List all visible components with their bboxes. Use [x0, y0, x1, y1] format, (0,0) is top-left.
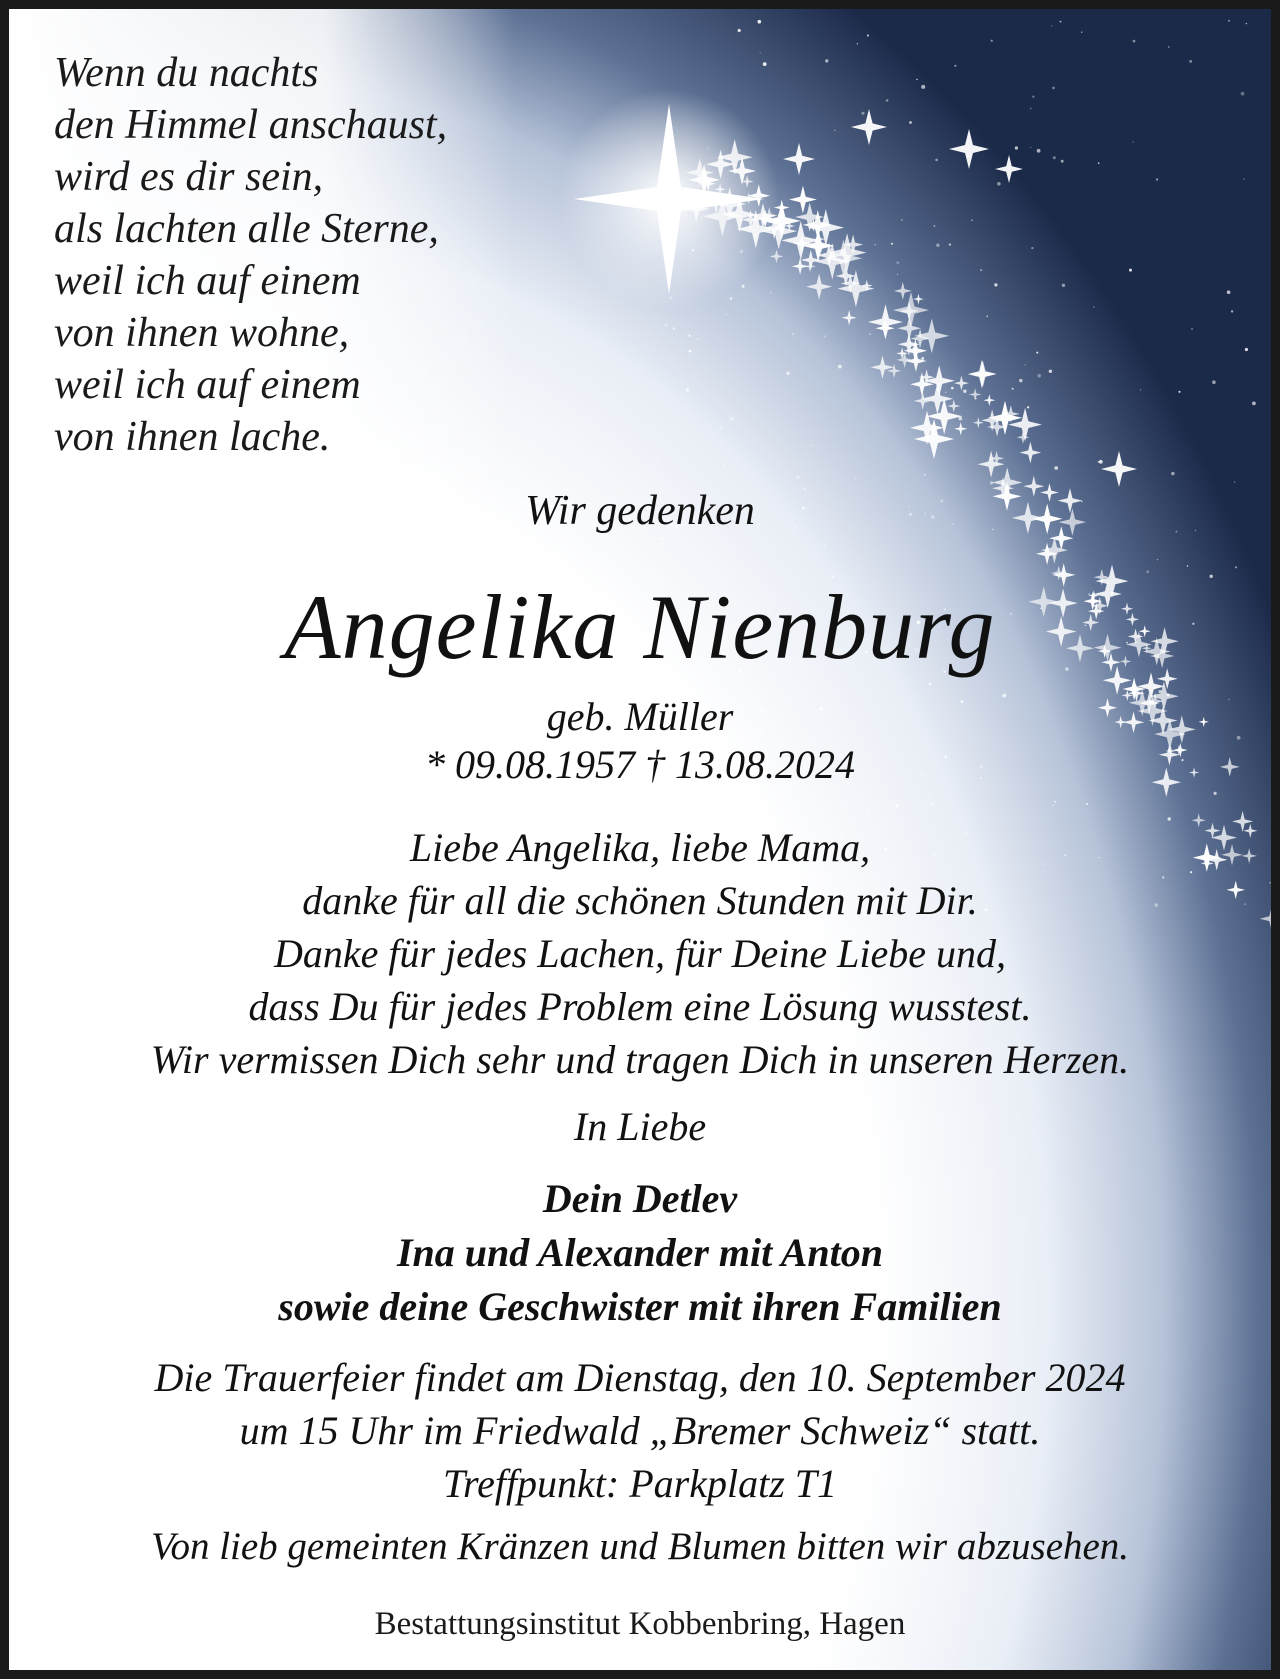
- sky-speck: [1214, 792, 1217, 795]
- sky-speck: [1231, 310, 1233, 312]
- sky-speck: [810, 445, 811, 446]
- sky-speck: [824, 335, 826, 337]
- sky-speck: [1036, 352, 1038, 354]
- sky-speck: [672, 327, 675, 330]
- funeral-line: Treffpunkt: Parkplatz T1: [442, 1461, 838, 1506]
- sky-speck: [869, 333, 870, 334]
- sky-speck: [719, 425, 722, 428]
- sky-speck: [1243, 178, 1245, 180]
- sky-speck: [1024, 364, 1025, 365]
- sky-speck: [664, 324, 667, 327]
- sky-speck: [1032, 96, 1034, 98]
- sky-speck: [787, 372, 790, 375]
- sky-speck: [997, 182, 1001, 186]
- sky-speck: [1133, 141, 1135, 143]
- sky-speck: [658, 456, 660, 458]
- sky-speck: [1234, 481, 1235, 482]
- sky-speck: [954, 65, 956, 67]
- sky-speck: [689, 335, 691, 337]
- message-line: danke für all die schönen Stunden mit Dir.: [302, 878, 978, 923]
- sky-speck: [971, 220, 972, 221]
- deceased-name: Angelika Nienburg: [284, 576, 996, 678]
- sky-speck: [705, 811, 706, 812]
- sky-speck: [1062, 284, 1065, 287]
- sky-speck: [1187, 565, 1189, 567]
- poem-line: als lachten alle Sterne,: [54, 206, 439, 252]
- sky-speck: [897, 274, 898, 275]
- sky-speck: [921, 85, 925, 89]
- sky-speck: [1054, 466, 1058, 470]
- sky-speck: [901, 219, 903, 221]
- sky-speck: [807, 453, 808, 454]
- sky-speck: [730, 417, 734, 421]
- sky-speck: [738, 29, 741, 32]
- sky-speck: [1227, 290, 1231, 294]
- sky-speck: [986, 316, 988, 318]
- sky-speck: [1156, 178, 1158, 180]
- message-line: Danke für jedes Lachen, für Deine Liebe und,: [273, 931, 1007, 976]
- funeral-line: um 15 Uhr im Friedwald „Bremer Schweiz“ statt.: [239, 1408, 1041, 1453]
- sky-speck: [924, 474, 925, 475]
- sky-speck: [1157, 559, 1158, 560]
- sky-speck: [1191, 328, 1193, 330]
- poem: [54, 47, 447, 463]
- signer: Dein Detlev: [542, 1176, 738, 1221]
- poem-line: wird es dir sein,: [54, 154, 324, 200]
- sky-speck: [929, 683, 931, 685]
- sky-speck: [1241, 92, 1245, 96]
- sky-speck: [867, 810, 870, 813]
- sky-speck: [1129, 269, 1132, 272]
- sky-speck: [686, 388, 689, 391]
- sky-speck: [730, 297, 732, 299]
- sky-speck: [909, 121, 912, 124]
- sky-speck: [916, 79, 917, 80]
- sky-speck: [857, 43, 858, 44]
- sky-speck: [1081, 31, 1083, 33]
- poem-line: von ihnen wohne,: [54, 310, 350, 356]
- sky-speck: [921, 357, 924, 360]
- sky-speck: [1052, 87, 1055, 90]
- poem-line: Wenn du nachts: [54, 50, 319, 96]
- sky-speck: [689, 350, 692, 353]
- sky-speck: [945, 392, 946, 393]
- sky-speck: [796, 475, 800, 479]
- sky-speck: [1093, 306, 1094, 307]
- undertaker-name: Bestattungsinstitut Kobbenbring, Hagen: [374, 1606, 906, 1642]
- poem-line: weil ich auf einem: [54, 258, 361, 304]
- sky-speck: [801, 813, 804, 816]
- sky-speck: [770, 292, 771, 293]
- sky-speck: [1246, 23, 1247, 24]
- message-line: dass Du für jedes Problem eine Lösung wusstest.: [248, 984, 1032, 1029]
- sky-speck: [1099, 460, 1103, 464]
- signer: sowie deine Geschwister mit ihren Familien: [278, 1284, 1002, 1329]
- sky-speck: [1054, 801, 1056, 803]
- sky-speck: [1171, 472, 1174, 475]
- sky-speck: [722, 465, 724, 467]
- sky-speck: [1212, 380, 1216, 384]
- sky-speck: [1086, 803, 1088, 805]
- sky-speck: [834, 130, 836, 132]
- sky-speck: [867, 35, 869, 37]
- closing-text: In Liebe: [573, 1104, 707, 1149]
- sky-speck: [1178, 391, 1180, 393]
- sky-speck: [934, 225, 936, 227]
- sky-speck: [949, 243, 951, 245]
- sky-speck: [1049, 370, 1052, 373]
- life-dates: * 09.08.1957 † 13.08.2024: [425, 742, 855, 787]
- sky-speck: [886, 99, 889, 102]
- sky-speck: [994, 283, 997, 286]
- sky-speck: [1053, 805, 1055, 807]
- sky-speck: [1060, 21, 1062, 23]
- birth-name: geb. Müller: [546, 694, 734, 739]
- funeral-line: Die Trauerfeier findet am Dienstag, den 10. September 2024: [154, 1355, 1126, 1400]
- sky-speck: [838, 365, 842, 369]
- sky-speck: [931, 803, 934, 806]
- sky-speck: [1030, 108, 1031, 109]
- sky-speck: [763, 62, 767, 66]
- sky-speck: [1189, 60, 1192, 63]
- sky-speck: [697, 338, 699, 340]
- intro-text: Wir gedenken: [525, 488, 755, 534]
- sky-speck: [861, 112, 864, 115]
- sky-speck: [792, 333, 794, 335]
- message-line: Wir vermissen Dich sehr und tragen Dich in unseren Herzen.: [150, 1037, 1130, 1082]
- sky-speck: [1168, 46, 1169, 47]
- sky-speck: [936, 244, 939, 247]
- sky-speck: [1146, 570, 1149, 573]
- sky-speck: [928, 795, 930, 797]
- sky-speck: [891, 243, 893, 245]
- sky-speck: [1140, 389, 1141, 390]
- sky-speck: [1245, 348, 1248, 351]
- bright-star-icon: [559, 89, 779, 309]
- sky-speck: [1051, 25, 1052, 26]
- sky-speck: [1015, 146, 1018, 149]
- sky-speck: [855, 478, 856, 479]
- sky-speck: [874, 244, 876, 246]
- sky-speck: [990, 481, 993, 484]
- sky-speck: [1037, 374, 1041, 378]
- sky-speck: [825, 59, 828, 62]
- sky-speck: [1235, 566, 1237, 568]
- sky-speck: [935, 159, 938, 162]
- poem-line: den Himmel anschaust,: [54, 102, 448, 148]
- poem-line: weil ich auf einem: [54, 362, 361, 408]
- sky-speck: [980, 269, 982, 271]
- sky-speck: [1027, 406, 1029, 408]
- sky-speck: [1037, 149, 1041, 153]
- sky-speck: [896, 261, 899, 264]
- sky-speck: [951, 387, 954, 390]
- sky-speck: [991, 40, 993, 42]
- sky-speck: [895, 804, 898, 807]
- signer: Ina und Alexander mit Anton: [396, 1230, 884, 1275]
- sky-speck: [1053, 156, 1056, 159]
- sky-speck: [1030, 147, 1031, 148]
- flowers-request: Von lieb gemeinten Kränzen und Blumen bitten wir abzusehen.: [150, 1525, 1130, 1568]
- sky-speck: [758, 20, 762, 24]
- sky-speck: [1133, 40, 1136, 43]
- signers-list: [9, 1172, 1271, 1334]
- sky-speck: [1012, 388, 1014, 390]
- message-line: Liebe Angelika, liebe Mama,: [409, 825, 871, 870]
- poem-line: von ihnen lache.: [54, 414, 331, 460]
- sky-speck: [1252, 402, 1256, 406]
- sky-speck: [824, 545, 826, 547]
- sky-speck: [742, 285, 745, 288]
- sky-speck: [1031, 247, 1033, 249]
- sky-speck: [1228, 20, 1230, 22]
- sky-speck: [959, 417, 963, 421]
- sky-speck: [1061, 160, 1064, 163]
- funeral-details: [9, 1351, 1271, 1510]
- sky-speck: [1019, 379, 1022, 382]
- sky-speck: [963, 390, 966, 393]
- sky-speck: [660, 537, 663, 540]
- sky-speck: [726, 314, 727, 315]
- sky-speck: [1098, 162, 1100, 164]
- farewell-message: [9, 821, 1271, 1086]
- sky-speck: [760, 52, 761, 53]
